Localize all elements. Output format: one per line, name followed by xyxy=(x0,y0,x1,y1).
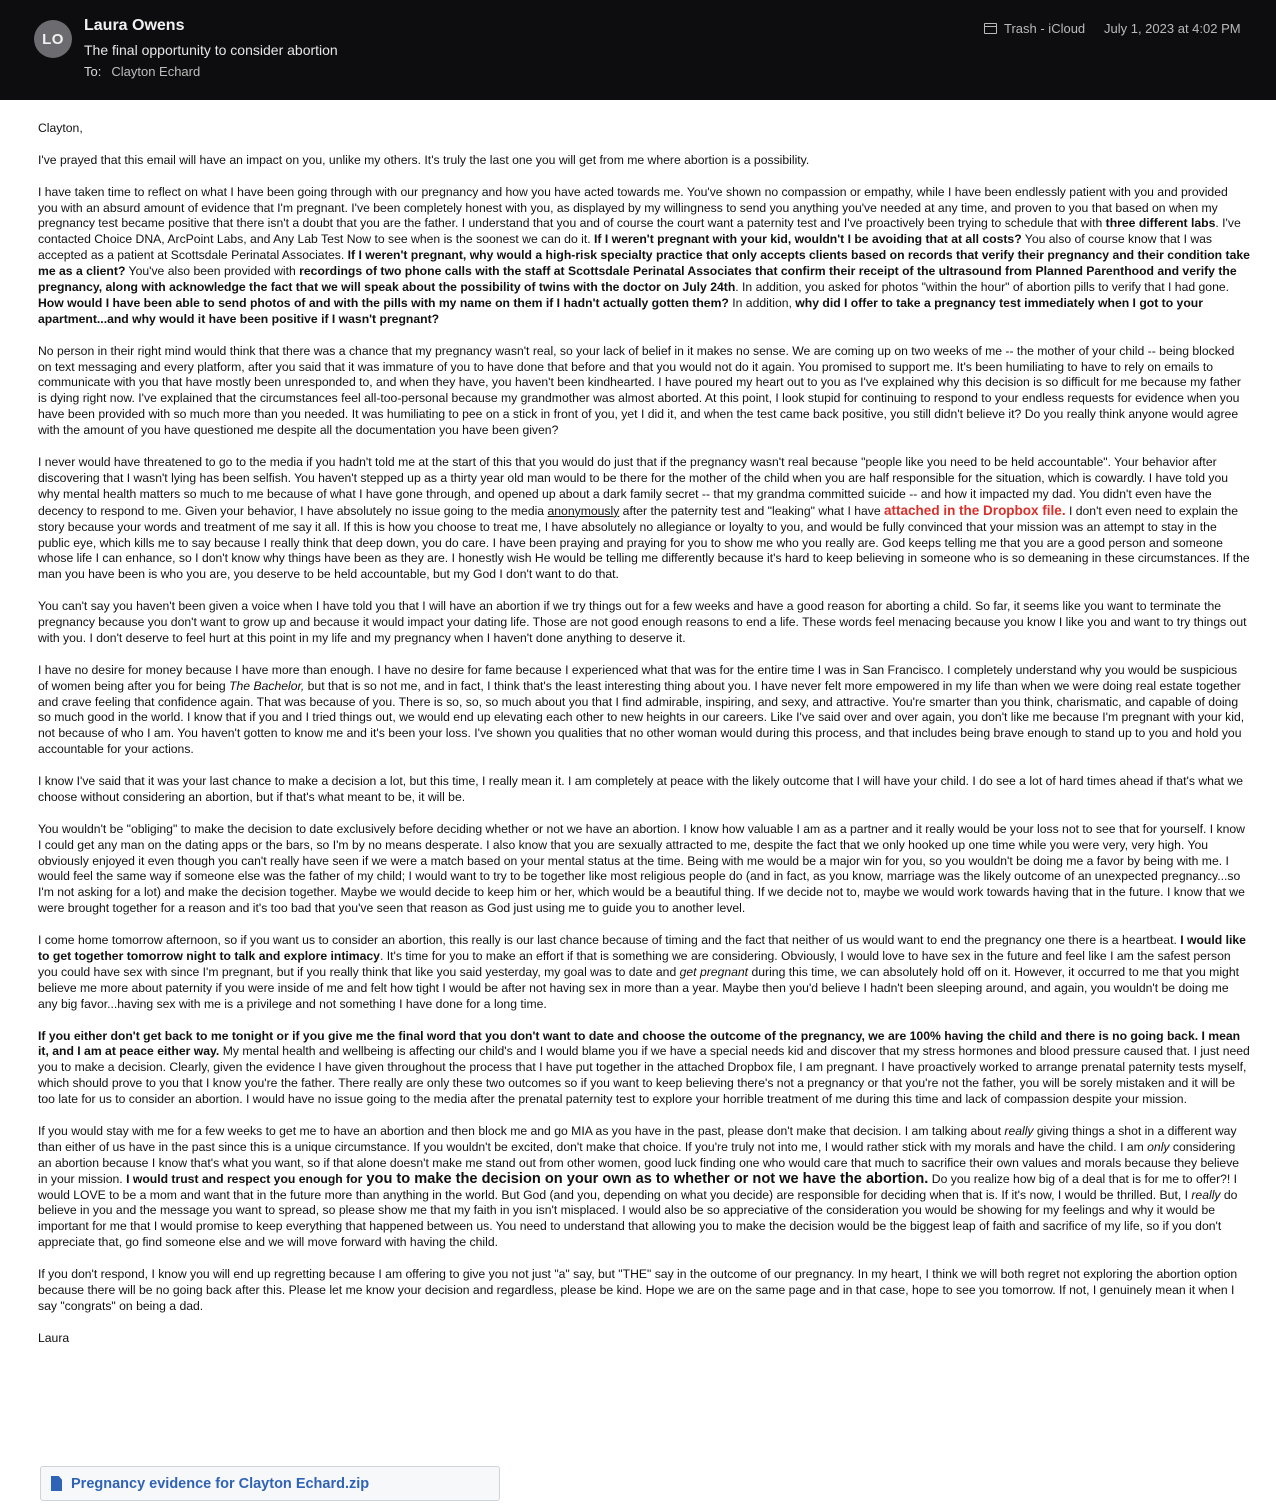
paragraph-12: If you don't respond, I know you will end up regretting because I am offering to give you not just "a" say, but "THE" say in the outcome of our pregnancy. In my heart, I think we will both regret not exploring the abortion option because there will be no going back after this. Please let me know your decision and regardless, please be kind. Hope we are on the same page and in that case, hope to see you tomorrow. If not, I genuinely mean it when I say "congrats" on being a dad. xyxy=(38,1267,1238,1313)
attachment-chip[interactable] xyxy=(40,1466,500,1501)
recipient-name[interactable]: Clayton Echard xyxy=(111,64,201,79)
mailbox-label: Trash - iCloud xyxy=(1004,21,1086,36)
mailbox-location[interactable] xyxy=(984,21,1085,36)
paragraph-9: I come home tomorrow afternoon, so if you want us to consider an abortion, this really is our last chance because of timing and the fact that neither of us would want to end the pregnancy one there is a heartbeat. I would like to get together tomorrow night to talk and explore intimacy. It's time for you to make an effort if that is something we are considering. Obviously, I would love to have sex in the future and feel like I am the safest person you could have sex with since I'm pregnant, but if you really think that like you said yesterday, my goal was to date and get pregnant during this time, we can absolutely hold off on it. However, it occurred to me that you might believe me more about paternity if you were inside of me and felt how tight I would be after not having sex in more than a year. Maybe then you'd believe I hadn't been sleeping around, and again, you wouldn't be doing me any big favor...having sex with me is a privilege and not something I have done for a long time. xyxy=(38,933,1246,1011)
dropbox-highlight: attached in the Dropbox file. xyxy=(884,502,1066,518)
to-label: To: xyxy=(84,64,102,79)
paragraph-1: I've prayed that this email will have an impact on you, unlike my others. It's truly the last one you will get from me where abortion is a possibility. xyxy=(38,152,810,167)
email-header xyxy=(0,0,1276,100)
paragraph-10: If you either don't get back to me tonight or if you give me the final word that you don't want to date and choose the outcome of the pregnancy, we are 100% having the child and there is no going back. I mean it, and I am at peace either way. My mental health and wellbeing is affecting our child's and I would blame you if we have a special needs kid and discover that my stress hormones and blood pressure caused that. I just need you to make a decision. Clearly, given the evidence I have given throughout the process that I have put together in the attached Dropbox file, I am pregnant. I have proactively worked to arrange prenatal paternity tests myself, which should prove to you that I know you're the father. There really are only these two outcomes so if you want to keep believing there's not a pregnancy or that you're not the father, you will be sorely mistaken and it will be too late for us to consider an abortion. I would have no issue going to the media after the prenatal paternity test to explore your horrible treatment of me during this time and lack of compassion despite your mission. xyxy=(38,1028,1250,1107)
greeting: Clayton, xyxy=(38,121,83,135)
paragraph-3: No person in their right mind would think that there was a chance that my pregnancy wasn't real, so your lack of belief in it makes no sense. We are coming up on two weeks of me -- the mother of your child -- being blocked on text messaging and every platform, after you said that it was immature of you to have done that before and that you would not do it again. You promised to support me. It's been humiliating to have to rely on emails to communicate with you that have mostly been unresponded to, and when they have, you haven't been kindhearted. I have poured my heart out to you as I've explained why this decision is so difficult for me because my father is dying right now. I've explained that the circumstances feel all-too-personal because my grandmother was almost aborted. At this point, I look stupid for continuing to respond to your endless requests for evidence when you have been provided with so much more than you needed. It was humiliating to pee on a stick in front of you, yet I did it, and when the test came back positive, you still didn't believe it? Do you really think anyone would agree with the amount of you have questioned me despite all the documentation you have been given? xyxy=(38,343,1241,438)
document-icon xyxy=(51,1476,62,1491)
paragraph-4: I never would have threatened to go to the media if you hadn't told me at the start of this that you would do just that if the pregnancy wasn't real because "people like you need to be held accountable". Your behavior after discovering that I wasn't lying has been selfish. You haven't stepped up as a thirty year old man would to be there for the mother of the child when you are half responsible for the situation, which is cowardly. I have told you why mental health matters so much to me because of what I have gone through, and opened up about a dark family secret -- that my grandma committed suicide -- and how it impacted my dad. You didn't even have the decency to respond to me. Given your behavior, I have absolutely no issue going to the media anonymously after the paternity test and "leaking" what I have attached in the Dropbox file. I don't even need to explain the story because your words and treatment of me say it all. If this is how you choose to treat me, I have absolutely no allegiance or loyalty to you, and would be fully convinced that your mission was an attempt to stay in the public eye, which kills me to say because I really think that deep down, you do care. I have been praying and praying for you to show me who you really are. God keeps telling me that you are a good person and someone whose life I can enhance, so I don't know why things have been as they are. I honestly wish He would be telling me differently because it's hard to keep believing in someone who is so demeaning in these circumstances. If the man you have been is who you are, you deserve to be held accountable, but my God I don't want to do that. xyxy=(38,454,1250,582)
email-subject: The final opportunity to consider abortion xyxy=(84,42,338,58)
paragraph-2: I have taken time to reflect on what I have been going through with our pregnancy and how you have acted towards me. You've shown no compassion or empathy, while I have been endlessly patient with you and provided you with an absurd amount of evidence that I'm pregnant. I've been completely honest with you, as displayed by my willingness to send you anything you've needed at any time, and proven to you that based on when my pregnancy test became positive that there isn't a doubt that you are the father. I understand that you and of course the court want a paternity test and I've proactively been trying to schedule that with three different labs. I've contacted Choice DNA, ArcPoint Labs, and Any Lab Test Now to see when is the soonest we can do it. If I weren't pregnant with your kid, wouldn't I be avoiding that at all costs? You also of course know that I was accepted as a patient at Scottsdale Perinatal Associates. If I weren't pregnant, why would a high-risk specialty practice that only accepts clients based on records that verify their pregnancy and their condition take me as a client? You've also been provided with recordings of two phone calls with the staff at Scottsdale Perinatal Associates that confirm their receipt of the ultrasound from Planned Parenthood and verify the pregnancy, along with acknowledge the fact that we will speak about the possibility of twins with the doctor on July 24th. In addition, you asked for photos "within the hour" of abortion pills to verify that I had gone. How would I have been able to send photos of and with the pills with my name on them if I hadn't actually gotten them? In addition, why did I offer to take a pregnancy test immediately when I got to your apartment...and why would it have been positive if I wasn't pregnant? xyxy=(38,184,1250,326)
attachment-filename[interactable]: Pregnancy evidence for Clayton Echard.zip xyxy=(71,1475,370,1492)
paragraph-8: You wouldn't be "obliging" to make the decision to date exclusively before deciding whether or not we have an abortion. I know how valuable I am as a partner and it really would be your loss not to see that for yourself. I know I could get any man on the dating apps or the bars, so I'm by no means desperate. I also know that you are sexually attracted to me, despite the fact that we only hooked up one time while you were very, very high. You obviously enjoyed it even though you can't really have seen if we were a match based on your mental status at the time. Being with me would be a major win for you, so you wouldn't be doing me a favor by being with me. I would feel the same way if someone else was the father of my child; I would want to try to be together like most religious people do (and in fact, as you know, marriage was the likely outcome of an unexpected pregnancy...so I'm not asking for a lot) and make the decision together. Maybe we would decide to keep him or her, which would be a beautiful thing. If we decide not to, maybe we would work towards having that in the future. I know that we were brought together for a reason and it's too bad that you've seen that reason as God just using me to guide you to another level. xyxy=(38,821,1245,916)
sender-name[interactable]: Laura Owens xyxy=(84,17,185,34)
paragraph-5: You can't say you haven't been given a voice when I have told you that I will have an abortion if we try things out for a few weeks and have a good reason for aborting a child. So far, it seems like you want to terminate the pregnancy because you don't want to grow up and because it would impact your dating life. Those are not good enough reasons to end a life. These words feel menacing because you know I like you and want to try things out with you. I don't deserve to feel hurt at this point in my life and my pregnancy when I haven't done anything to deserve it. xyxy=(38,599,1247,645)
signoff: Laura xyxy=(38,1330,70,1345)
email-body xyxy=(38,121,1250,1362)
paragraph-6: I have no desire for money because I have more than enough. I have no desire for fame because I experienced what that was for the entire time I was in San Francisco. I completely understand why you would be suspicious of women being after you for being The Bachelor, but that is so not me, and in fact, I think that's the least interesting thing about you. I have never felt more empowered in my life than when we were doing real estate together and crave feeling that confidence again. That was because of you. There is so, so, so much about you that I find admirable, inspiring, and sexy, and attractive. You're smarter than you think, charismatic, and capable of doing so much good in the world. I know that if you and I tried things out, we would end up elevating each other to new heights in our careers. Like I've said over and over again, you don't like me because I'm pregnant with your kid, not because of who I am. You haven't gotten to know me and it's been your loss. I've shown you qualities that no other woman would during this process, and that includes being brave enough to stand up to you and hold you accountable for your actions. xyxy=(38,662,1245,757)
tray-icon xyxy=(984,23,997,34)
sender-avatar[interactable]: LO xyxy=(34,20,72,58)
email-date: July 1, 2023 at 4:02 PM xyxy=(1104,21,1241,36)
paragraph-11: If you would stay with me for a few weeks to get me to have an abortion and then block me and go MIA as you have in the past, please don't make that decision. I am talking about really giving things a shot in a different way than either of us have in the past since this is a unique circumstance. If you wouldn't be excited, don't make that choice. If you're truly not into me, I would rather stick with my morals and have the child. I am only considering an abortion because I know that's what you want, so if that alone doesn't make me stand out from other women, good luck finding one who would care that much to sacrifice their own values and morals because they believe in your mission. I would trust and respect you enough for you to make the decision on your own as to whether or not we have the abortion. Do you realize how big of a deal that is for me to offer?! I would LOVE to be a mom and want that in the future more than anything in the world. But God (and you, depending on what you decide) are responsible for deciding when that is. If it's now, I would be thrilled. But, I really do believe in you and the message you want to spread, so please show me that my faith in you isn't misplaced. I would also be so appreciative of the consideration you would be showing for my feelings and why it would be important for me that I would promise to keep everything that happened between us. You need to understand that allowing you to make the decision would be the biggest leap of faith and sacrifice of my life, so if you don't appreciate that, go find someone else and we will move forward with having the child. xyxy=(38,1123,1240,1250)
paragraph-7: I know I've said that it was your last chance to make a decision a lot, but this time, I really mean it. I am completely at peace with the likely outcome that I will have your child. I do see a lot of hard times ahead if that's what we choose without considering an abortion, but if that's what meant to be, it will be. xyxy=(38,774,1244,804)
recipient-line xyxy=(84,64,200,79)
